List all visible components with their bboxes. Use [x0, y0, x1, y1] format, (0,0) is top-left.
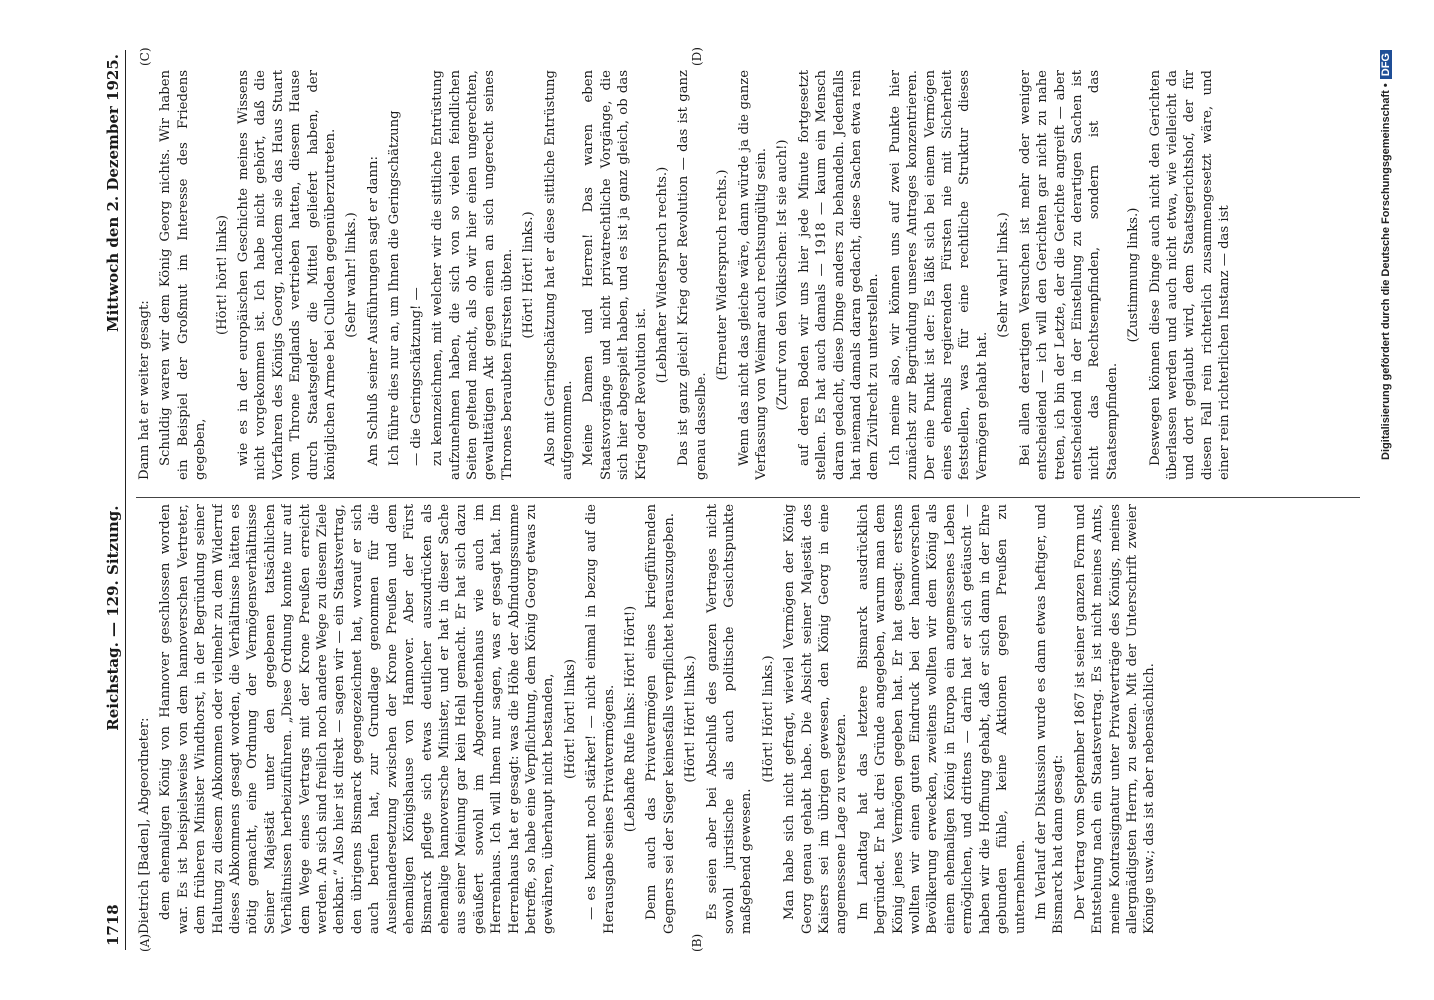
paragraph: Es seien aber bei Abschluß des ganzen Vertrages nicht sowohl juristische als auch politische Gesichtspunkte maßgebend gewesen. [704, 504, 755, 934]
paragraph: Im Landtag hat das letztere Bismarck ausdrücklich begründet. Er hat drei Gründe angegeben, warum man dem König jenes Vermögen gegeben hat. Er hat gesagt: erstens wollten wir einen guten Eindruck bei der hannoverschen Bevölkerung erwecken, zweitens wollten wir dem König als einem ehemaligen König in Europa ein angemessenes Leben ermöglichen, und drittens — darin hat er sich getäuscht — haben wir die Hoffnung gehabt, daß er sich dann in der Ehre gebunden fühle, keine Aktionen gegen Preußen zu unternehmen. [855, 504, 1028, 934]
paragraph: Dann hat er weiter gesagt: [137, 300, 152, 480]
right-column [136, 70, 1370, 480]
interjection: (Hört! Hört! links.) [521, 211, 537, 339]
paragraph: auf deren Boden wir uns hier jede Minute fortgesetzt stellen. Es hat auch damals — 1918 — kaum ein Mensch daran gedacht, diese Dinge anders zu behandeln. Jedenfalls hat niemand damals daran gedacht, diese Sachen etwa rein dem Zivilrecht zu unterstellen. [796, 70, 882, 480]
paragraph: Ich führe dies nur an, um Ihnen die Geringschätzung [387, 110, 403, 466]
interjection: (Erneuter Widerspruch rechts.) [715, 169, 731, 381]
paragraph: Dietrich [Baden], Abgeordneter: [137, 717, 152, 934]
paragraph: Meine Damen und Herren! Das waren eben Staatsvorgänge und nicht privatrechtliche Vorgänge, die sich hier abgespielt haben, und es ist ja ganz gleich, ob das Krieg oder Revolution ist. [581, 70, 649, 480]
interjection: (Hört! hört! links) [214, 214, 230, 336]
margin-letter-b: (B) [690, 933, 704, 952]
paragraph: dem ehemaligen König von Hannover geschlossen worden war. Es ist beispielsweise von dem hannoverschen Vertreter, dem früheren Minister Windthorst, in der Begründung seiner Haltung zu diesem Abkommen oder vielmehr zu dem Widerruf dieses Abkommens gesagt worden, die Verhältnisse hätten es nötig gemacht, eine Ordnung der Vermögensverhältnisse Seiner Majestät unter den gegebenen tatsächlichen Verhältnissen herbeizuführen. „Diese Ordnung konnte nur auf dem Wege eines Vertrags mit der Krone Preußen erreicht werden. An sich sind freilich noch andere Wege zu diesem Ziele denkbar.“ Also hier ist direkt — sagen wir — ein Staatsvertrag, den übrigens Bismarck gegengezeichnet hat, worauf er sich auch berufen hat, zur Grundlage genommen für die Auseinandersetzung zwischen der Krone Preußen und dem ehemaligen Königshause von Hannover. Aber der Fürst Bismarck pflegte sich etwas deutlicher auszudrücken als ehemalige hannoversche Minister, und er hat in dieser Sache aus seiner Meinung gar kein Hehl gemacht. Er hat sich dazu geäußert sowohl im Abgeordnetenhaus wie auch im Herrenhaus. Ich will Ihnen nur sagen, was er gesagt hat. Im Herrenhaus hat er gesagt: was die Höhe der Abfindungssumme betreffe, so habe eine Verpflichtung, dem König Georg etwas zu gewähren, überhaupt nicht bestanden, [158, 504, 557, 934]
paragraph: Wenn das nicht das gleiche wäre, dann würde ja die ganze Verfassung von Weimar auch rechtsungültig sein. [736, 70, 769, 480]
interjection: (Lebhafter Widerspruch rechts.) [654, 166, 670, 384]
rotated-page-content [90, 47, 1370, 952]
header-right-date: Mittwoch den 2. Dezember 1925. [104, 54, 122, 332]
margin-letter-d: (D) [690, 47, 704, 66]
margin-letter-c: (C) [138, 47, 152, 66]
paragraph: Deswegen können diese Dinge auch nicht den Gerichten überlassen werden und auch nicht etwa, wie vielleicht da und dort geglaubt wird, dem Staatsgerichtshof, der für diesen Fall rein richterlich zusammengesetzt wäre, und einer rein richterlichen Instanz — das ist [1147, 70, 1233, 480]
page-header [90, 50, 126, 950]
paragraph: Bei allen derartigen Versuchen ist mehr oder weniger entscheidend — ich will den Gerichten gar nicht zu nahe treten, ich bin der Letzte, der die Gerichte angreift — aber entscheidend in der Einstellung zu derartigen Sachen ist nicht das Rechtsempfinden, sondern ist das Staatsempfinden. [1017, 70, 1120, 480]
paragraph: Schuldig waren wir dem König Georg nichts. Wir haben ein Beispiel der Großmut im Interesse des Friedens gegeben, [158, 70, 209, 480]
column-divider [136, 497, 1360, 498]
interjection: (Zuruf von den Völkischen: Ist sie auch!) [775, 139, 791, 411]
interjection: (Hört! Hört! links.) [760, 655, 776, 783]
left-column [136, 504, 1370, 934]
header-left-title: Reichstag. — 129. Sitzung. [104, 505, 122, 731]
page-number: 1718 [104, 904, 122, 946]
interjection: (Sehr wahr! links.) [344, 212, 360, 338]
paragraph: Am Schluß seiner Ausführungen sagt er dann: [365, 156, 381, 466]
paragraph: Der Vertrag vom September 1867 ist seiner ganzen Form und Entstehung nach ein Staatsvertrag. Es ist nicht meines Amts, meine Kontrasignatur unter Privatverträge des Königs, meines allergnädigsten Herrn, zu setzen. Mit der Unterschrift zweier Könige usw.; das ist aber nebensächlich. [1072, 504, 1158, 934]
paragraph: Im Verlauf der Diskussion wurde es dann etwas heftiger, und Bismarck hat dann gesagt: [1033, 504, 1067, 934]
paragraph: zu kennzeichnen, mit welcher wir die sittliche Entrüstung aufzunehmen haben, die sich von so vielen feindlichen Seiten geltend macht, als ob wir hier einen ungerechten, gewalttätigen Akt gegen einen an sich ungerecht seines Thrones beraubten Fürsten übten. [430, 70, 515, 480]
paragraph: Man habe sich nicht gefragt, wieviel Vermögen der König Georg genau gehabt habe. Die Absicht seiner Majestät des Kaisers sei im übrigen gewesen, den König Georg in eine angemessene Lage zu versetzen. [782, 504, 850, 934]
interjection: (Hört! hört! links) [562, 658, 578, 780]
paragraph: wie es in der europäischen Geschichte meines Wissens nicht vorgekommen ist. Ich habe nicht gehört, daß die Vorfahren des Königs Georg, nachdem sie das Haus Stuart vom Throne Englands vertrieben hatten, diesem Hause durch Staatsgelder die Mittel geliefert haben, der königlichen Armee bei Culloden gegenüberzutreten. [236, 70, 339, 480]
paragraph: Ich meine also, wir können uns auf zwei Punkte hier zunächst zur Begründung unseres Antrages konzentrieren. Der eine Punkt ist der: Es läßt sich bei einem Vermögen eines ehemals regierenden Fürsten nie mit Sicherheit feststellen, was für eine rechtliche Struktur dieses Vermögen gehabt hat. [887, 70, 990, 480]
paragraph: Das ist ganz gleich! Krieg oder Revolution — das ist ganz genau dasselbe. [676, 70, 709, 480]
digitization-credit [1376, 40, 1396, 960]
interjection: (Zustimmung links.) [1126, 207, 1142, 343]
paragraph: — die Geringschätzung! — [408, 287, 424, 466]
interjection: (Sehr wahr! links.) [996, 212, 1012, 338]
interjection: (Hört! Hört! links.) [683, 655, 699, 783]
paragraph: Also mit Geringschätzung hat er diese sittliche Entrüstung aufgenommen. [542, 70, 575, 480]
interjection: (Lebhafte Rufe links: Hört! Hört!) [622, 605, 638, 833]
paragraph: — es kommt noch stärker! — nicht einmal in bezug auf die Herausgabe seines Privatvermögens. [584, 504, 617, 934]
margin-letter-a: (A) [138, 933, 152, 952]
dfg-logo: DFG [1380, 50, 1392, 79]
paragraph: Denn auch das Privatvermögen eines kriegführenden Gegners sei der Sieger keinesfalls verpflichtet herauszugeben. [644, 504, 677, 934]
credit-text: Digitalisierung gefördert durch die Deutsche Forschungsgemeinschaft • [1380, 83, 1392, 460]
scanned-page [60, 30, 1400, 970]
